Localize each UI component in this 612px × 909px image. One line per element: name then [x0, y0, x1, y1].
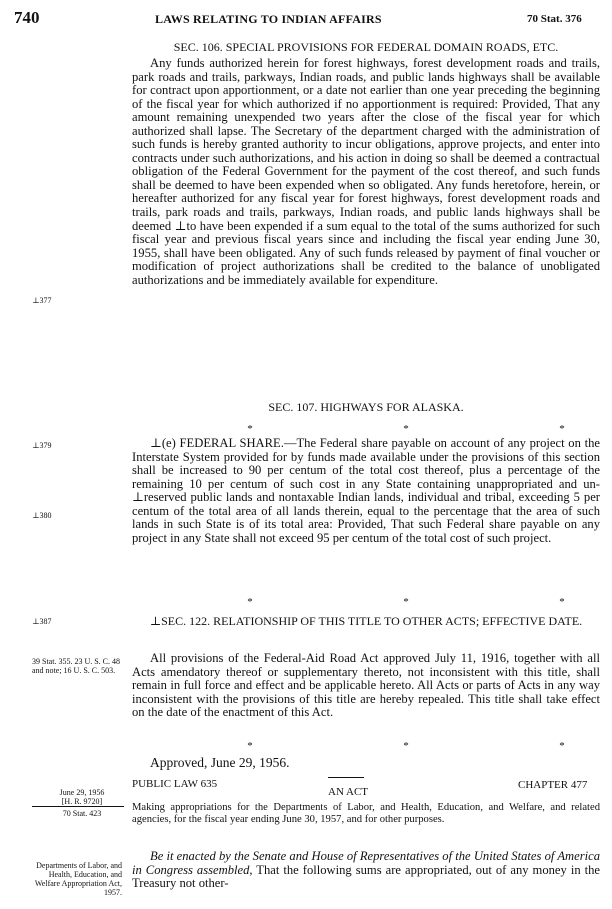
margin-stat-ref: 70 Stat. 423	[62, 809, 102, 818]
sec122-text: All provisions of the Federal-Aid Road Act approved July 11, 1916, together with all Acts amendatory thereof or supplementary thereto, not inconsistent with this title, shall remain in full force and effect and be applicable hereto. All Acts or parts of Acts in any way inconsistent with the provisions of this title are hereby repealed. This title shall take effect on the date of the enactment of this Act.	[132, 651, 600, 720]
margin-rule	[32, 806, 124, 807]
enacting-clause-italic: Be it enacted by the Senate and House of Representatives of the United States of America in Congress assembled,	[132, 849, 600, 877]
star: *	[403, 740, 409, 752]
sec106-heading: SEC. 106. SPECIAL PROVISIONS FOR FEDERAL DOMAIN ROADS, ETC.	[173, 40, 559, 54]
star: *	[559, 740, 565, 752]
stars-divider	[132, 596, 612, 608]
chapter-label: CHAPTER 477	[518, 779, 588, 791]
star: *	[559, 596, 565, 608]
margin-page-ref: ⊥387	[32, 617, 52, 626]
running-title: LAWS RELATING TO INDIAN AFFAIRS	[155, 12, 382, 26]
star: *	[559, 423, 565, 435]
divider-rule	[328, 777, 364, 778]
an-act-label: AN ACT	[328, 786, 369, 798]
margin-bill-number: [H. R. 9720]	[61, 797, 103, 806]
star: *	[247, 740, 253, 752]
stars-divider	[132, 423, 612, 435]
margin-page-ref: ⊥380	[32, 511, 52, 520]
margin-page-ref: ⊥379	[32, 441, 52, 450]
star: *	[247, 596, 253, 608]
enacting-clause	[132, 850, 600, 891]
star: *	[247, 423, 253, 435]
margin-act-title: Departments of Labor, and Health, Education, and Welfare Appropriation Act, 1957.	[34, 861, 122, 897]
sec107-text: ⊥(e) FEDERAL SHARE.—The Federal share payable on account of any project on the Interstate System provided for by funds made available under the provisions of this section shall be increased to 90 per centum of the total cost thereof, plus a percentage of the remaining 10 per centum of such cost in any State containing unappropriated and un-⊥reserved public lands and nontaxable Indian lands, individual and tribal, exceeding 5 per centum of the total area of all lands therein, equal to the percentage that the area of such lands in such State is of its total area: Provided, That such Federal share payable on any project in any State shall not exceed 95 per centum of the total cost of such project.	[132, 436, 600, 545]
sec107-heading: SEC. 107. HIGHWAYS FOR ALASKA.	[268, 400, 464, 414]
public-law-label: PUBLIC LAW 635	[132, 778, 218, 790]
stars-divider	[132, 740, 612, 752]
act-purpose: Making appropriations for the Departments of Labor, and Health, Education, and Welfare, and related agencies, for the fiscal year ending June 30, 1957, and for other purposes.	[132, 802, 600, 825]
margin-date: June 29, 1956	[59, 788, 105, 797]
star: *	[403, 423, 409, 435]
sec122-heading: ⊥SEC. 122. RELATIONSHIP OF THIS TITLE TO OTHER ACTS; EFFECTIVE DATE.	[149, 614, 583, 628]
approval-date: Approved, June 29, 1956.	[150, 755, 290, 770]
page-number: 740	[14, 8, 40, 27]
enacting-clause-text: That the following sums are appropriated, out of any money in the Treasury not other-	[132, 862, 600, 891]
margin-citation: 39 Stat. 355. 23 U. S. C. 48 and note; 16 U. S. C. 503.	[32, 657, 121, 675]
stat-reference: 70 Stat. 376	[527, 13, 582, 25]
sec106-text: Any funds authorized herein for forest highways, forest development roads and trails, park roads and trails, parkways, Indian roads, and public lands highways shall be available for contract upon apportionment, or a date not earlier than one year preceding the beginning of the fiscal year for which authorized if no apportionment is required: Provided, That any amount remaining unexpended two years after the close of the fiscal year for which authorized shall lapse. The Secretary of the department charged with the administration of such funds is hereby granted authority to incur obligations, approve projects, and enter into contracts under such authorizations, and his action in doing so shall be deemed a contractual obligation of the Federal Government for the payment of the cost thereof, and such funds shall be deemed to have been expended when so obligated. Any funds heretofore, herein, or hereafter authorized for any fiscal year for forest highways, forest development roads and trails, park roads and trails, parkways, Indian roads, and public lands highways shall be deemed ⊥to have been expended if a sum equal to the total of the sums authorized for such fiscal year and previous fiscal years since and including the fiscal year ending June 30, 1955, shall have been obligated. Any of such funds released by payment of final voucher or modification of project authorizations shall be credited to the balance of unobligated authorizations and be immediately available for expenditure.	[132, 56, 600, 287]
star: *	[403, 596, 409, 608]
margin-page-ref: ⊥377	[32, 296, 52, 305]
